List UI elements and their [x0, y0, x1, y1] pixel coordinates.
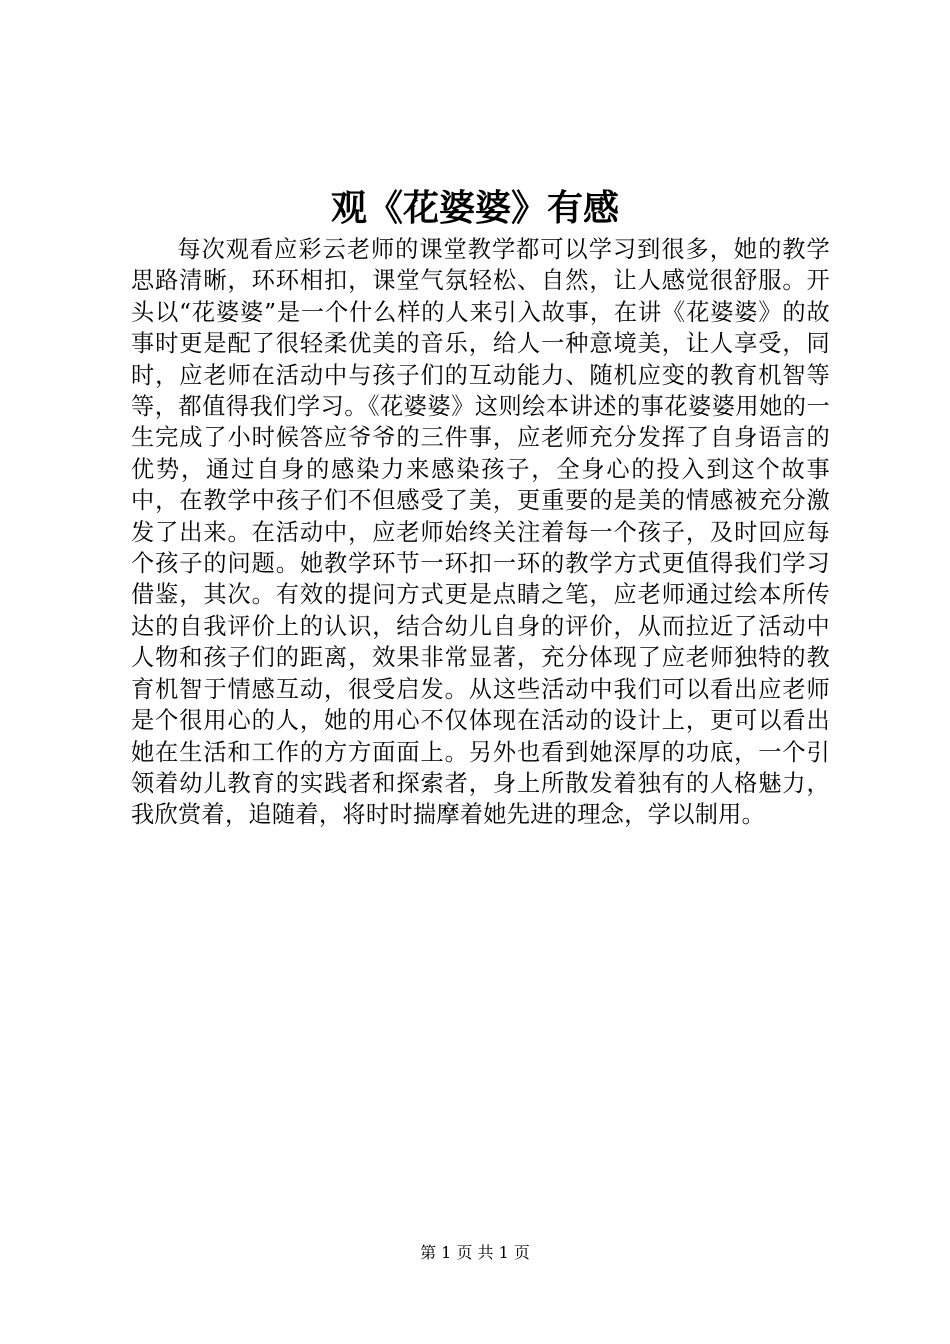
body-paragraph: 每次观看应彩云老师的课堂教学都可以学习到很多，她的教学思路清晰，环环相扣，课堂气氛轻松、自然，让人感觉很舒服。开头以“花婆婆”是一个什么样的人来引入故事，在讲《花婆婆》的故事时更是配了很轻柔优美的音乐，给人一种意境美，让人享受，同时，应老师在活动中与孩子们的互动能力、随机应变的教育机智等等，都值得我们学习。《花婆婆》这则绘本讲述的事花婆婆用她的一生完成了小时候答应爷爷的三件事，应老师充分发挥了自身语言的优势，通过自身的感染力来感染孩子，全身心的投入到这个故事中，在教学中孩子们不但感受了美，更重要的是美的情感被充分激发了出来。在活动中，应老师始终关注着每一个孩子，及时回应每个孩子的问题。她教学环节一环扣一环的教学方式更值得我们学习借鉴，其次。有效的提问方式更是点睛之笔，应老师通过绘本所传达的自我评价上的认识，结合幼儿自身的评价，从而拉近了活动中人物和孩子们的距离，效果非常显著，充分体现了应老师独特的教育机智于情感互动，很受启发。从这些活动中我们可以看出应老师是个很用心的人，她的用心不仅体现在活动的设计上，更可以看出她在生活和工作的方方面面上。另外也看到她深厚的功底，一个引领着幼儿教育的实践者和探索者，身上所散发着独有的人格魅力，我欣赏着，追随着，将时时揣摩着她先进的理念，学以制用。 — [131, 236, 830, 829]
document-title: 观《花婆婆》有感 — [330, 187, 619, 229]
page-footer: 第 1 页 共 1 页 — [420, 1243, 530, 1262]
